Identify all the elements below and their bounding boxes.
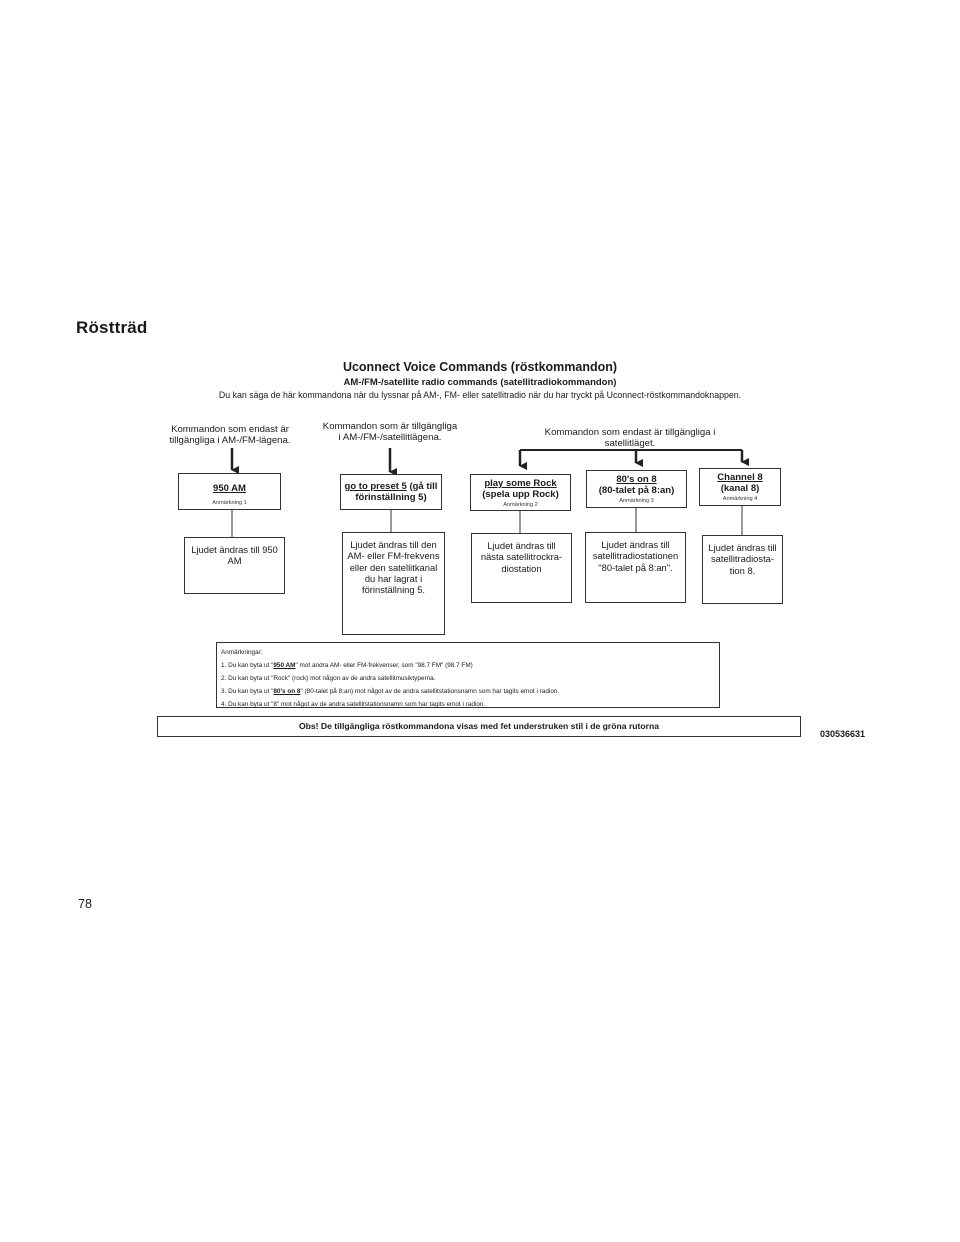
note-2: 2. Du kan byta ut "Rock" (rock) mot någon av de andra satellitmusiktyperna. (221, 675, 436, 682)
command-note: Anmärkning 3 (619, 498, 654, 504)
command-extra: (gå till (409, 481, 438, 492)
command-extra: (80-talet på 8:an) (598, 485, 675, 496)
page-number: 78 (78, 897, 92, 911)
result-line: Ljudet ändras till (601, 539, 670, 550)
result-box-rock (471, 533, 572, 603)
result-line: AM (227, 555, 242, 567)
command-keyword: Channel 8 (717, 472, 763, 483)
command-text (587, 474, 686, 485)
note-keyword: 950 AM (273, 662, 296, 669)
command-box-80s (586, 470, 687, 508)
result-line: AM- eller FM-frekvens (347, 550, 440, 562)
result-line: nästa satellitrockra- (480, 551, 563, 563)
category-line: Kommandon som endast är (171, 424, 289, 435)
result-line: eller den satellitkanal (349, 561, 438, 573)
diagram-title: Uconnect Voice Commands (röstkommandon) (342, 360, 618, 374)
command-keyword: 950 AM (213, 483, 246, 494)
command-box-channel8 (699, 468, 781, 506)
result-line: Ljudet ändras till (708, 542, 777, 553)
result-box-950am (184, 537, 285, 594)
command-box-rock (470, 474, 571, 511)
result-line: "80-talet på 8:an". (598, 561, 673, 573)
category-line: Kommandon som är tillgängliga (322, 421, 458, 432)
command-note: Anmärkning 4 (722, 496, 758, 502)
command-text (341, 481, 441, 492)
diagram-intro: Du kan säga de här kommandona när du lyssnar på AM-, FM- eller satellitradio när du har tryckt på Uconnect-röstkommandoknappen. (218, 390, 742, 400)
category-line: tillgängliga i AM-/FM-lägena. (169, 435, 291, 446)
figure-code: 030536631 (820, 729, 866, 739)
result-line: Ljudet ändras till 950 (191, 544, 278, 555)
note-text: " (80-talet på 8:an) mot något av de andra satellitstationsnamn som har tagits emot i radion. (300, 688, 560, 695)
notes-box (216, 642, 720, 708)
result-line: satellitradiostationen (592, 550, 679, 562)
category-line: i AM-/FM-/satellitlägena. (338, 432, 442, 443)
command-extra: (kanal 8) (720, 483, 760, 494)
note-keyword: 80's on 8 (273, 688, 301, 695)
result-line: satellitradiosta- (710, 553, 775, 565)
result-line: diostation (501, 562, 542, 574)
notes-heading: Anmärkningar: (221, 649, 263, 656)
result-box-preset (342, 532, 445, 635)
result-line: Ljudet ändras till den (350, 539, 437, 550)
note-text: 3. Du kan byta ut " (221, 688, 274, 695)
command-box-950am (178, 473, 281, 510)
obs-box: Obs! De tillgängliga röstkommandona visas med fet understruken stil i de gröna rutorna (157, 716, 801, 737)
result-line: tion 8. (729, 564, 756, 576)
note-text: 1. Du kan byta ut " (221, 662, 274, 669)
result-line: Ljudet ändras till (487, 540, 556, 551)
diagram-subtitle: AM-/FM-/satellite radio commands (satellitradiokommandon) (343, 377, 617, 388)
result-box-channel8 (702, 535, 783, 604)
command-extra-line: förinställning 5) (355, 492, 427, 503)
note-4: 4. Du kan byta ut "8" mot något av de andra satellitstationsnamn som har tagits emot i radion. (221, 701, 486, 708)
command-box-preset (340, 474, 442, 510)
result-line: förinställning 5. (361, 584, 426, 596)
note-3 (221, 685, 715, 698)
command-note: Anmärkning 2 (503, 502, 538, 508)
command-keyword: 80's on 8 (616, 474, 657, 485)
note-1 (221, 659, 715, 672)
category-line: satellitläget. (604, 438, 656, 449)
command-extra: (spela upp Rock) (482, 489, 559, 500)
category-line: Kommandon som endast är tillgängliga i (544, 427, 716, 438)
command-text (471, 478, 570, 489)
section-title: Röstträd (76, 318, 148, 337)
command-keyword: go to preset 5 (344, 481, 407, 492)
result-line: du har lagrat i (364, 572, 423, 584)
command-keyword: play some Rock (484, 478, 557, 489)
command-note: Anmärkning 1 (212, 500, 247, 506)
command-text (700, 472, 780, 483)
note-text: " mot andra AM- eller FM-frekvenser, som "98.7 FM" (98.7 FM) (295, 662, 473, 669)
result-box-80s (585, 532, 686, 603)
command-text (179, 483, 280, 494)
